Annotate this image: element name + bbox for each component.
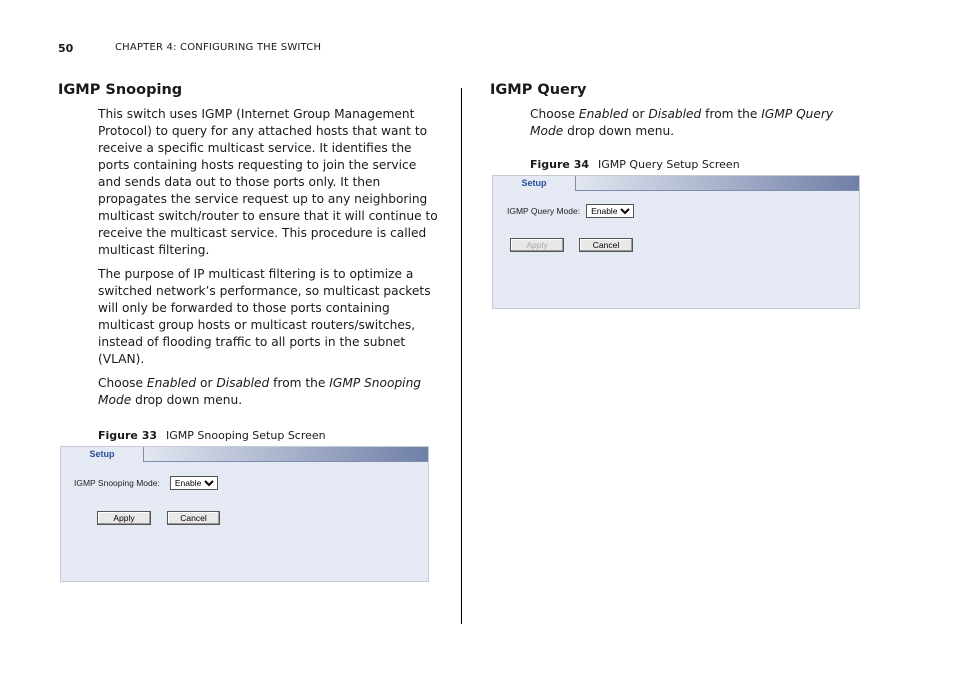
section-body: [530, 106, 870, 173]
page-number: 50: [58, 42, 74, 55]
choose-paragraph: Choose Enabled or Disabled from the IGMP Snooping Mode drop down menu.: [98, 376, 422, 407]
query-mode-select[interactable]: [586, 204, 634, 218]
cancel-button[interactable]: Cancel: [579, 238, 633, 252]
paragraph: The purpose of IP multicast filtering is to optimize a switched network’s performance, so multicast packets will only be forwarded to those ports containing multicast group hosts or multicast routers/switches, instead of flooding traffic to all ports in the subnet (VLAN).: [98, 267, 431, 366]
snooping-mode-label: IGMP Snooping Mode:: [74, 478, 160, 488]
figure-caption: Figure 34 IGMP Query Setup Screen: [530, 158, 740, 171]
apply-button[interactable]: Apply: [97, 511, 151, 525]
snooping-mode-select[interactable]: [170, 476, 218, 490]
tab-setup[interactable]: Setup: [493, 176, 576, 191]
choose-paragraph: Choose Enabled or Disabled from the IGMP Query Mode drop down menu.: [530, 107, 834, 138]
column-divider: [461, 88, 462, 624]
section-heading: IGMP Snooping: [58, 82, 183, 98]
igmp-snooping-setup-screen: [60, 446, 429, 582]
paragraph: This switch uses IGMP (Internet Group Management Protocol) to query for any attached hosts that want to receive a specific multicast service. It identifies the ports containing hosts requesting to join the service and sends data out to those ports only. It then propagates the service request up to any neighboring multicast switch/router to ensure that it will continue to receive the multicast service. This procedure is called multicast filtering.: [98, 107, 438, 257]
figure-caption: Figure 33 IGMP Snooping Setup Screen: [98, 429, 326, 442]
section-body: [98, 106, 438, 444]
cancel-button[interactable]: Cancel: [167, 511, 220, 525]
section-heading: IGMP Query: [490, 82, 587, 98]
apply-button[interactable]: Apply: [510, 238, 564, 252]
igmp-query-setup-screen: [492, 175, 860, 309]
chapter-title: CHAPTER 4: CONFIGURING THE SWITCH: [115, 42, 322, 53]
snooping-mode-row: [74, 476, 218, 490]
igmp-query-section: [490, 82, 870, 309]
query-mode-row: [507, 204, 634, 218]
igmp-snooping-section: [58, 82, 438, 582]
query-mode-label: IGMP Query Mode:: [507, 206, 581, 216]
tab-setup[interactable]: Setup: [61, 447, 144, 462]
